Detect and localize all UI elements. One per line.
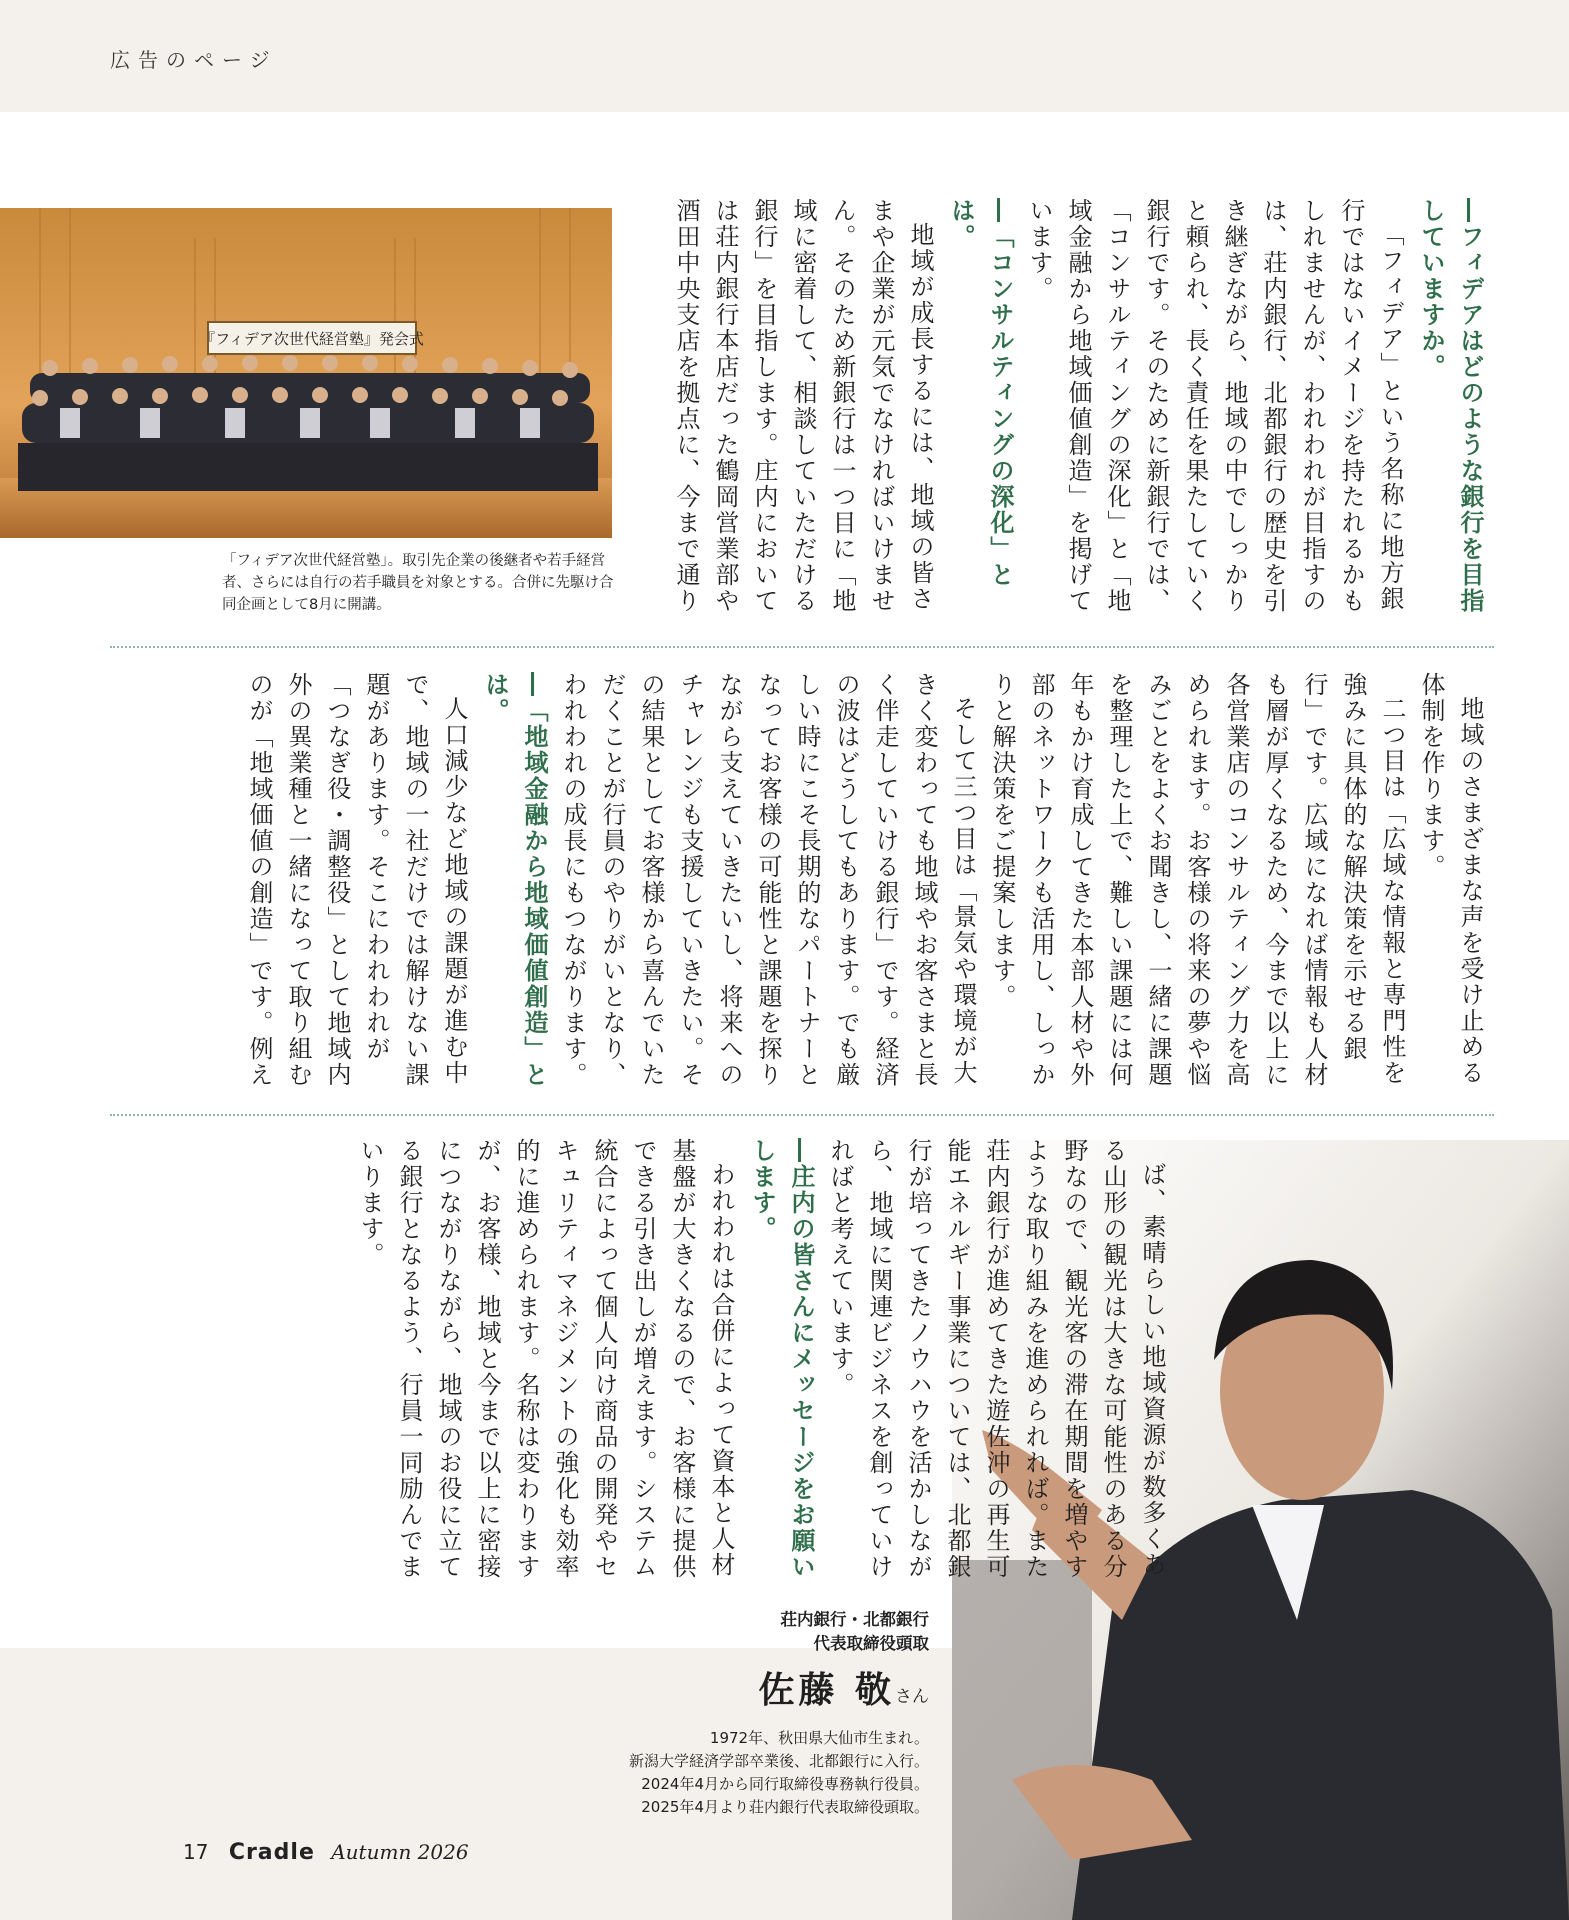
section-divider (110, 646, 1494, 648)
question-heading: ―庄内の皆さんにメッセージをお願いします。 (748, 1138, 815, 1580)
body-paragraph: 地域が成長するには、地域の皆さまや企業が元気でなければいけません。そのため新銀行は一つ目に「地域に密着して、相談していただける銀行」を目指します。庄内においては荘内銀行本店だった鶴岡営業部や酒田中央支店を拠点に、今まで通り (672, 198, 934, 614)
issue-label: Autumn 2026 (331, 1840, 469, 1864)
body-paragraph: 二つ目は「広域な情報と専門性を強みに具体的な解決策を示せる銀行」です。広域になれば情報も人材も層が厚くなるため、今まで以上に各営業店のコンサルティング力を高められます。お客様の将来の夢や悩みごとをよくお聞きし、一緒に課題を整理した上で、難しい課題には何年もかけ育成してきた本部人材や外部のネットワークも活用し、しっかりと解決策をご提案します。 (988, 672, 1406, 1088)
body-paragraph: 「フィデア」という名称に地方銀行ではないイメージを持たれるかもしれませんが、われわれが目指すのは、荘内銀行、北都銀行の歴史を引き継ぎながら、地域の中でしっかりと頼られ、長く責任を果たしていく銀行です。そのために新銀行では、「コンサルティングの深化」と「地域金融から地域価値創造」を掲げています。 (1025, 198, 1404, 614)
question-heading: ―「地域金融から地域価値創造」とは。 (481, 672, 548, 1088)
question-heading: ―フィデアはどのような銀行を目指していますか。 (1417, 198, 1484, 614)
body-paragraph: ば、素晴らしい地域資源が数多くある山形の観光は大きな可能性のある分野なので、観光客の滞在期間を増やすような取り組みを進められれば。また荘内銀行が進めてきた遊佐沖の再生可能エネルギー事業については、北都銀行が培ってきたノウハウを活かしながら、地域に関連ビジネスを創っていければと考えています。 (826, 1138, 1166, 1580)
body-paragraph: われわれは合併によって資本と人材基盤が大きくなるので、お客様に提供できる引き出しが増えます。システム統合によって個人向け商品の開発やセキュリティマネジメントの強化も効率的に進められます。名称は変わりますが、お客様、地域と今まで以上に密接につながりながら、地域のお役に立てる銀行となるよう、行員一同励んでまいります。 (356, 1138, 735, 1580)
header-bar (0, 0, 1569, 112)
magazine-name: Cradle (228, 1840, 315, 1865)
page-footer (183, 1840, 469, 1865)
group-photo (0, 208, 612, 538)
body-paragraph: 地域のさまざまな声を受け止める体制を作ります。 (1417, 672, 1484, 1086)
profile-box (629, 1608, 929, 1819)
question-heading: ―「コンサルティングの深化」とは。 (947, 198, 1014, 588)
section-divider (110, 1114, 1494, 1116)
profile-title: 代表取締役頭取 (813, 1634, 929, 1653)
banner-text: 『フィデア次世代経営塾』発会式 (200, 330, 424, 348)
photo-caption: 「フィデア次世代経営塾」。取引先企業の後継者や若手経営者、さらには自行の若手職員を対象とする。合併に先駆け合同企画として8月に開講。 (222, 553, 614, 613)
article-block-1 (609, 198, 1489, 636)
profile-name: 佐藤 敬さん (758, 1670, 929, 1711)
article-block-3 (141, 1138, 1171, 1590)
article-block-2 (97, 672, 1489, 1092)
page-number: 17 (183, 1840, 209, 1864)
body-paragraph: 人口減少など地域の課題が進む中で、地域の一社だけでは解けない課題があります。そこにわれわれが「つなぎ役・調整役」として地域内外の異業種と一緒になって取り組むのが「地域価値の創造」です。例え (245, 672, 468, 1088)
section-label: 広告のページ (110, 48, 278, 72)
body-paragraph: そして三つ目は「景気や環境が大きく変わっても地域やお客さまと長く伴走していける銀行」です。経済の波はどうしてもあります。でも厳しい時にこそ長期的なパートナーとなってお客様の可能性と課題を探りながら支えていきたいし、将来へのチャレンジも支援していきたい。その結果としてお客様から喜んでいただくことが行員のやりがいとなり、われわれの成長にもつながります。 (559, 672, 977, 1088)
profile-bio: 1972年、秋田県大仙市生まれ。 新潟大学経済学部卒業後、北都銀行に入行。 2024年4月から同行取締役専務執行役員。 2025年4月より荘内銀行代表取締役頭取。 (628, 1729, 929, 1816)
profile-org: 荘内銀行・北都銀行 (780, 1610, 929, 1629)
